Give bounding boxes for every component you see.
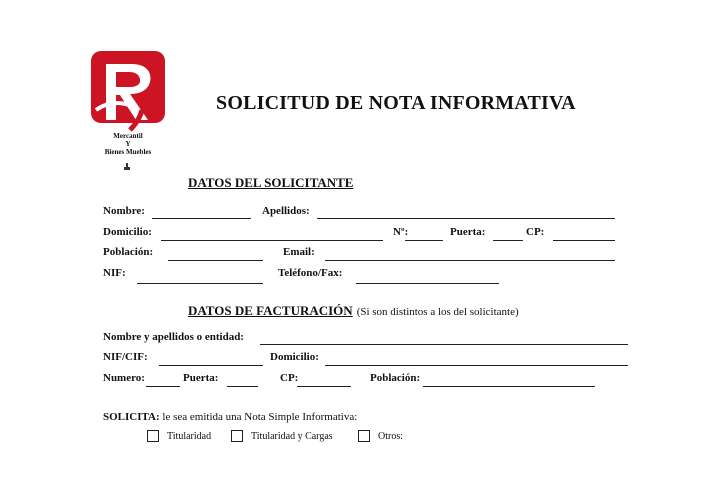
titularidad-checkbox[interactable] bbox=[147, 430, 159, 442]
numero-field[interactable] bbox=[405, 240, 443, 241]
nif-field[interactable] bbox=[137, 283, 263, 284]
titularidad-cargas-checkbox[interactable] bbox=[231, 430, 243, 442]
facturacion-puerta-label: Puerta: bbox=[183, 372, 219, 384]
solicita-text: le sea emitida una Nota Simple Informativa: bbox=[162, 411, 358, 423]
domicilio-label: Domicilio: bbox=[103, 226, 152, 238]
facturacion-puerta-field[interactable] bbox=[227, 386, 258, 387]
nombre-entidad-label: Nombre y apellidos o entidad: bbox=[103, 331, 244, 343]
registry-logo bbox=[90, 50, 166, 134]
poblacion-label: Población: bbox=[103, 246, 154, 258]
telefono-field[interactable] bbox=[356, 283, 499, 284]
facturacion-poblacion-label: Población: bbox=[370, 372, 421, 384]
section-heading-facturacion-row bbox=[188, 302, 519, 320]
cp-label: CP: bbox=[526, 226, 545, 238]
puerta-field[interactable] bbox=[493, 240, 523, 241]
nif-label: NIF: bbox=[103, 267, 126, 279]
telefono-label: Teléfono/Fax: bbox=[278, 267, 343, 279]
apellidos-field[interactable] bbox=[317, 218, 615, 219]
otros-option-label: Otros: bbox=[378, 431, 403, 442]
page-title: SOLICITUD DE NOTA INFORMATIVA bbox=[216, 92, 576, 114]
section-heading-solicitante: DATOS DEL SOLICITANTE bbox=[188, 175, 354, 190]
facturacion-numero-field[interactable] bbox=[146, 386, 180, 387]
facturacion-cp-field[interactable] bbox=[297, 386, 351, 387]
logo-small-emblem-icon bbox=[123, 161, 131, 173]
solicita-line bbox=[103, 411, 357, 423]
facturacion-domicilio-label: Domicilio: bbox=[270, 351, 319, 363]
otros-checkbox[interactable] bbox=[358, 430, 370, 442]
section-heading-facturacion: DATOS DE FACTURACIÓN bbox=[188, 303, 353, 318]
puerta-label: Puerta: bbox=[450, 226, 486, 238]
logo-line-3: Bienes Muebles bbox=[104, 148, 152, 156]
email-label: Email: bbox=[283, 246, 315, 258]
facturacion-domicilio-field[interactable] bbox=[325, 365, 628, 366]
domicilio-field[interactable] bbox=[161, 240, 383, 241]
titularidad-option-label: Titularidad bbox=[167, 431, 212, 442]
facturacion-note: (Si son distintos a los del solicitante) bbox=[356, 306, 519, 318]
r-registry-logo-icon bbox=[90, 50, 166, 134]
logo-line-1: Mercantil bbox=[113, 132, 143, 140]
facturacion-poblacion-field[interactable] bbox=[423, 386, 595, 387]
logo-line-2: Y bbox=[125, 140, 131, 148]
nif-cif-label: NIF/CIF: bbox=[103, 351, 148, 363]
nombre-label: Nombre: bbox=[103, 205, 145, 217]
poblacion-field[interactable] bbox=[168, 260, 263, 261]
cp-field[interactable] bbox=[553, 240, 615, 241]
facturacion-numero-label: Numero: bbox=[103, 372, 145, 384]
apellidos-label: Apellidos: bbox=[262, 205, 310, 217]
email-field[interactable] bbox=[325, 260, 615, 261]
nombre-field[interactable] bbox=[152, 218, 251, 219]
titularidad-cargas-option-label: Titularidad y Cargas bbox=[251, 431, 333, 442]
nombre-entidad-field[interactable] bbox=[260, 344, 628, 345]
logo-caption bbox=[96, 132, 160, 156]
solicita-label: SOLICITA: bbox=[103, 411, 160, 423]
facturacion-cp-label: CP: bbox=[280, 372, 299, 384]
nif-cif-field[interactable] bbox=[159, 365, 263, 366]
numero-label: Nº: bbox=[393, 226, 409, 238]
